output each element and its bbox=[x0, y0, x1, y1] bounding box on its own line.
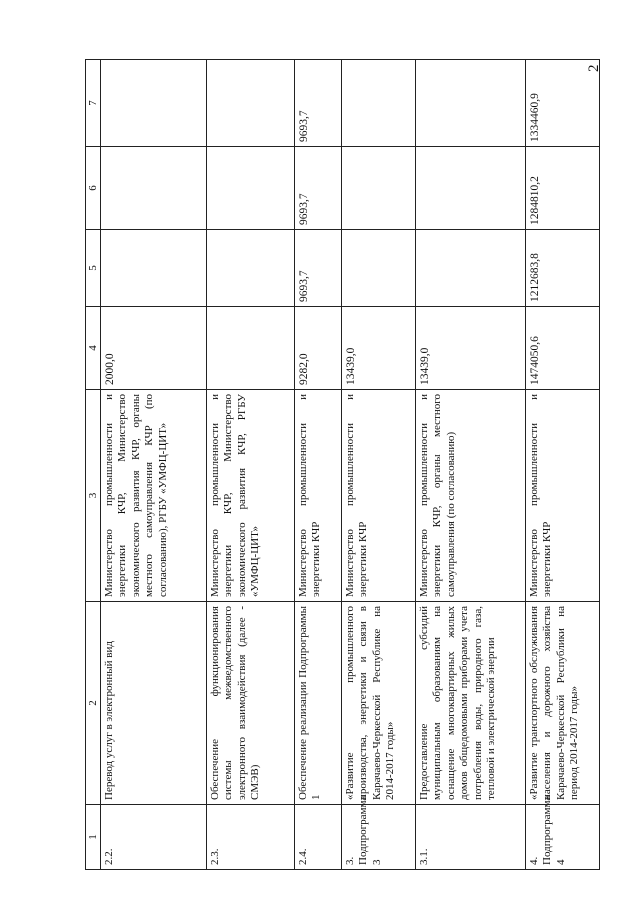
row-number: 2.2. bbox=[101, 805, 207, 870]
value-col5 bbox=[342, 230, 416, 307]
header-cell: 7 bbox=[86, 60, 101, 147]
activity-name: Перевод услуг в электронный вид bbox=[101, 602, 207, 805]
value-col5: 1212683,8 bbox=[526, 230, 600, 307]
value-col5 bbox=[416, 230, 526, 307]
value-col4: 13439,0 bbox=[342, 307, 416, 390]
header-row bbox=[86, 60, 101, 870]
activity-name: Обеспечение реализации Подпрограммы 1 bbox=[295, 602, 342, 805]
activity-name: «Развитие промышленного производства, энергетики и связи в Карачаево-Черкесской Республике на 2014-2017 годы» bbox=[342, 602, 416, 805]
row-number: 2.4. bbox=[295, 805, 342, 870]
table-row bbox=[207, 60, 295, 870]
rotated-table-wrapper bbox=[85, 60, 581, 870]
header-cell: 6 bbox=[86, 147, 101, 230]
table-row bbox=[342, 60, 416, 870]
value-col4 bbox=[207, 307, 295, 390]
header-cell: 4 bbox=[86, 307, 101, 390]
value-col7 bbox=[342, 60, 416, 147]
value-col7 bbox=[416, 60, 526, 147]
executor: Министерство промышленности и энергетики КЧР bbox=[342, 390, 416, 602]
value-col7: 9693,7 bbox=[295, 60, 342, 147]
executor: Министерство промышленности и энергетики КЧР bbox=[295, 390, 342, 602]
value-col6 bbox=[342, 147, 416, 230]
row-number: 2.3. bbox=[207, 805, 295, 870]
value-col4: 13439,0 bbox=[416, 307, 526, 390]
row-number: 3. Подпрограмма 3 bbox=[342, 805, 416, 870]
value-col4: 9282,0 bbox=[295, 307, 342, 390]
table-row bbox=[416, 60, 526, 870]
value-col5 bbox=[101, 230, 207, 307]
page-number: 2 bbox=[586, 64, 602, 72]
row-number: 3.1. bbox=[416, 805, 526, 870]
document-sheet bbox=[85, 60, 581, 870]
table-row bbox=[295, 60, 342, 870]
program-table bbox=[85, 59, 600, 870]
value-col4: 2000,0 bbox=[101, 307, 207, 390]
header-cell: 3 bbox=[86, 390, 101, 602]
executor: Министерство промышленности и энергетики КЧР bbox=[526, 390, 600, 602]
activity-name: Обеспечение функционирования системы межведомственного электронного взаимодействия (далее - СМЭВ) bbox=[207, 602, 295, 805]
value-col7 bbox=[207, 60, 295, 147]
value-col6: 1284810,2 bbox=[526, 147, 600, 230]
value-col7 bbox=[101, 60, 207, 147]
value-col6 bbox=[207, 147, 295, 230]
value-col5: 9693,7 bbox=[295, 230, 342, 307]
value-col6 bbox=[101, 147, 207, 230]
executor: Министерство промышленности и энергетики КЧР, Министерство экономического развития КЧР, РГБУ «УМФЦ-ЦИТ» bbox=[207, 390, 295, 602]
activity-name: Предоставление субсидий муниципальным образованиям на оснащение многоквартирных жилых домов общедомовыми приборами учета потребления воды, природного газа, тепловой и электрической энергии bbox=[416, 602, 526, 805]
executor: Министерство промышленности и энергетики КЧР, Министерство экономического развития КЧР, органы местного самоуправления КЧР (по согласованию), РГБУ «УМФЦ-ЦИТ» bbox=[101, 390, 207, 602]
row-number: 4. Подпрограмма 4 bbox=[526, 805, 600, 870]
table-row bbox=[526, 60, 600, 870]
header-cell: 1 bbox=[86, 805, 101, 870]
value-col6 bbox=[416, 147, 526, 230]
value-col5 bbox=[207, 230, 295, 307]
value-col4: 1474050,6 bbox=[526, 307, 600, 390]
executor: Министерство промышленности и энергетики КЧР, органы местного самоуправления (по согласованию) bbox=[416, 390, 526, 602]
header-cell: 5 bbox=[86, 230, 101, 307]
value-col6: 9693,7 bbox=[295, 147, 342, 230]
table-row bbox=[101, 60, 207, 870]
header-cell: 2 bbox=[86, 602, 101, 805]
value-col7: 1334460,9 bbox=[526, 60, 600, 147]
activity-name: «Развитие транспортного обслуживания населения и дорожного хозяйства Карачаево-Черкесской Республики на период 2014-2017 годы» bbox=[526, 602, 600, 805]
